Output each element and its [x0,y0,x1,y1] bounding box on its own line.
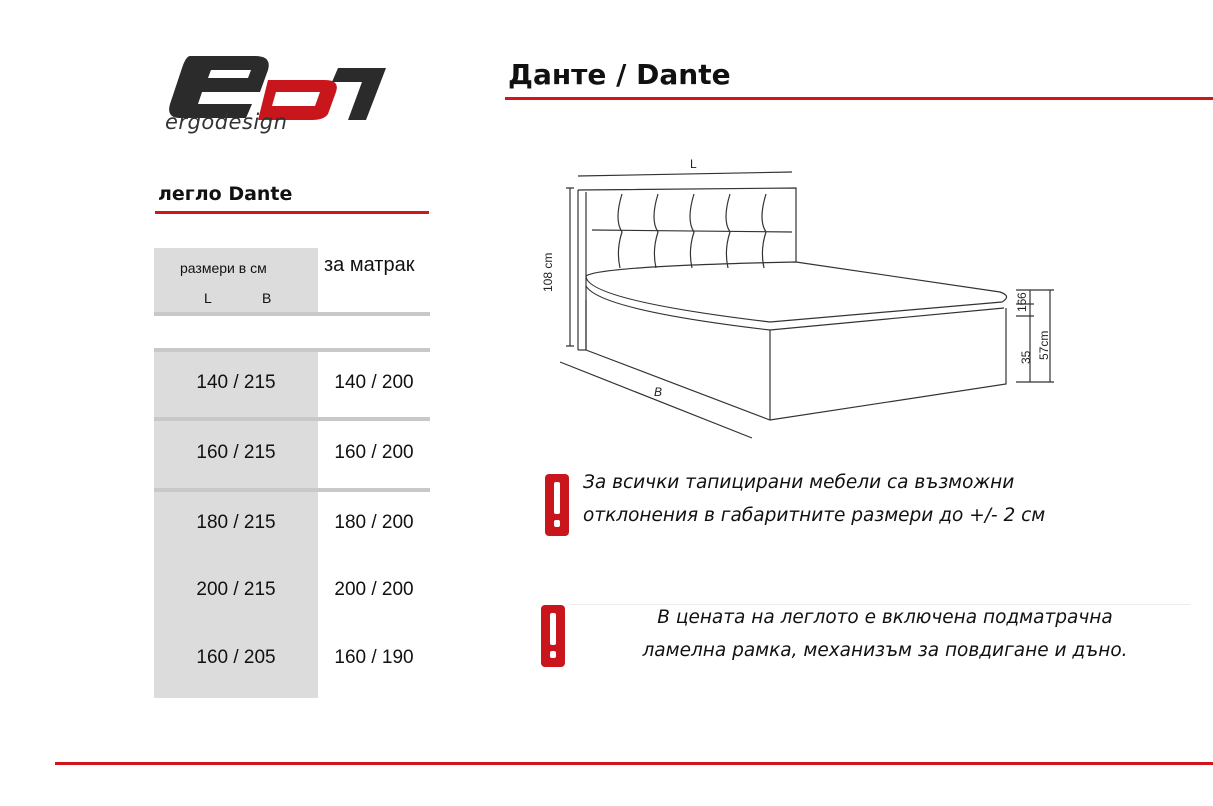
dimension-height-label: 108 cm [541,252,555,292]
table-row-size: 160 / 215 [196,442,276,463]
table-row-size: 180 / 215 [196,512,276,533]
section-title: легло Dante [158,183,293,205]
price-note-line: В цената на леглото е включена подматрачна [657,607,1113,628]
table-separator [154,488,430,492]
header-sizes: размери в см [180,260,267,276]
table-separator [154,417,430,421]
size-table [154,248,430,698]
dimension-6-label: 6 [1015,292,1029,299]
bed-dimension-drawing [530,150,1070,450]
dimension-57-label: 57cm [1037,330,1051,360]
header-b: B [262,290,272,306]
header-mattress: за матрак [324,254,415,276]
price-note-line: ламелна рамка, механизъм за повдигане и дъно. [642,640,1128,661]
dimension-b-label: B [654,385,663,399]
tolerance-note [583,466,1045,532]
dimension-l-label: L [690,157,697,171]
section-divider [155,211,429,214]
tolerance-note-line: отклонения в габаритните размери до +/- 2 см [583,505,1046,526]
footer-divider [55,762,1213,765]
table-header-cell [154,248,318,312]
dimension-16-label: 16 [1015,298,1029,312]
warning-icon [541,605,565,667]
table-row-mattress: 160 / 200 [334,442,414,463]
table-row-mattress: 160 / 190 [334,647,414,668]
table-row-size: 140 / 215 [196,372,276,393]
table-row-size: 200 / 215 [196,579,276,600]
tolerance-note-line: За всички тапицирани мебели са възможни [583,472,1015,493]
dimension-35-label: 35 [1019,350,1033,364]
table-row-mattress: 140 / 200 [334,372,414,393]
logo-wordmark: ergodesign [165,110,288,134]
page-title: Данте / Dante [508,58,731,91]
title-divider [505,97,1213,100]
table-row-mattress: 200 / 200 [334,579,414,600]
table-row-size: 160 / 205 [196,647,276,668]
price-includes-note [600,601,1170,667]
table-separator [154,312,430,316]
header-l: L [204,290,212,306]
warning-icon [545,474,569,536]
table-row-mattress: 180 / 200 [334,512,414,533]
